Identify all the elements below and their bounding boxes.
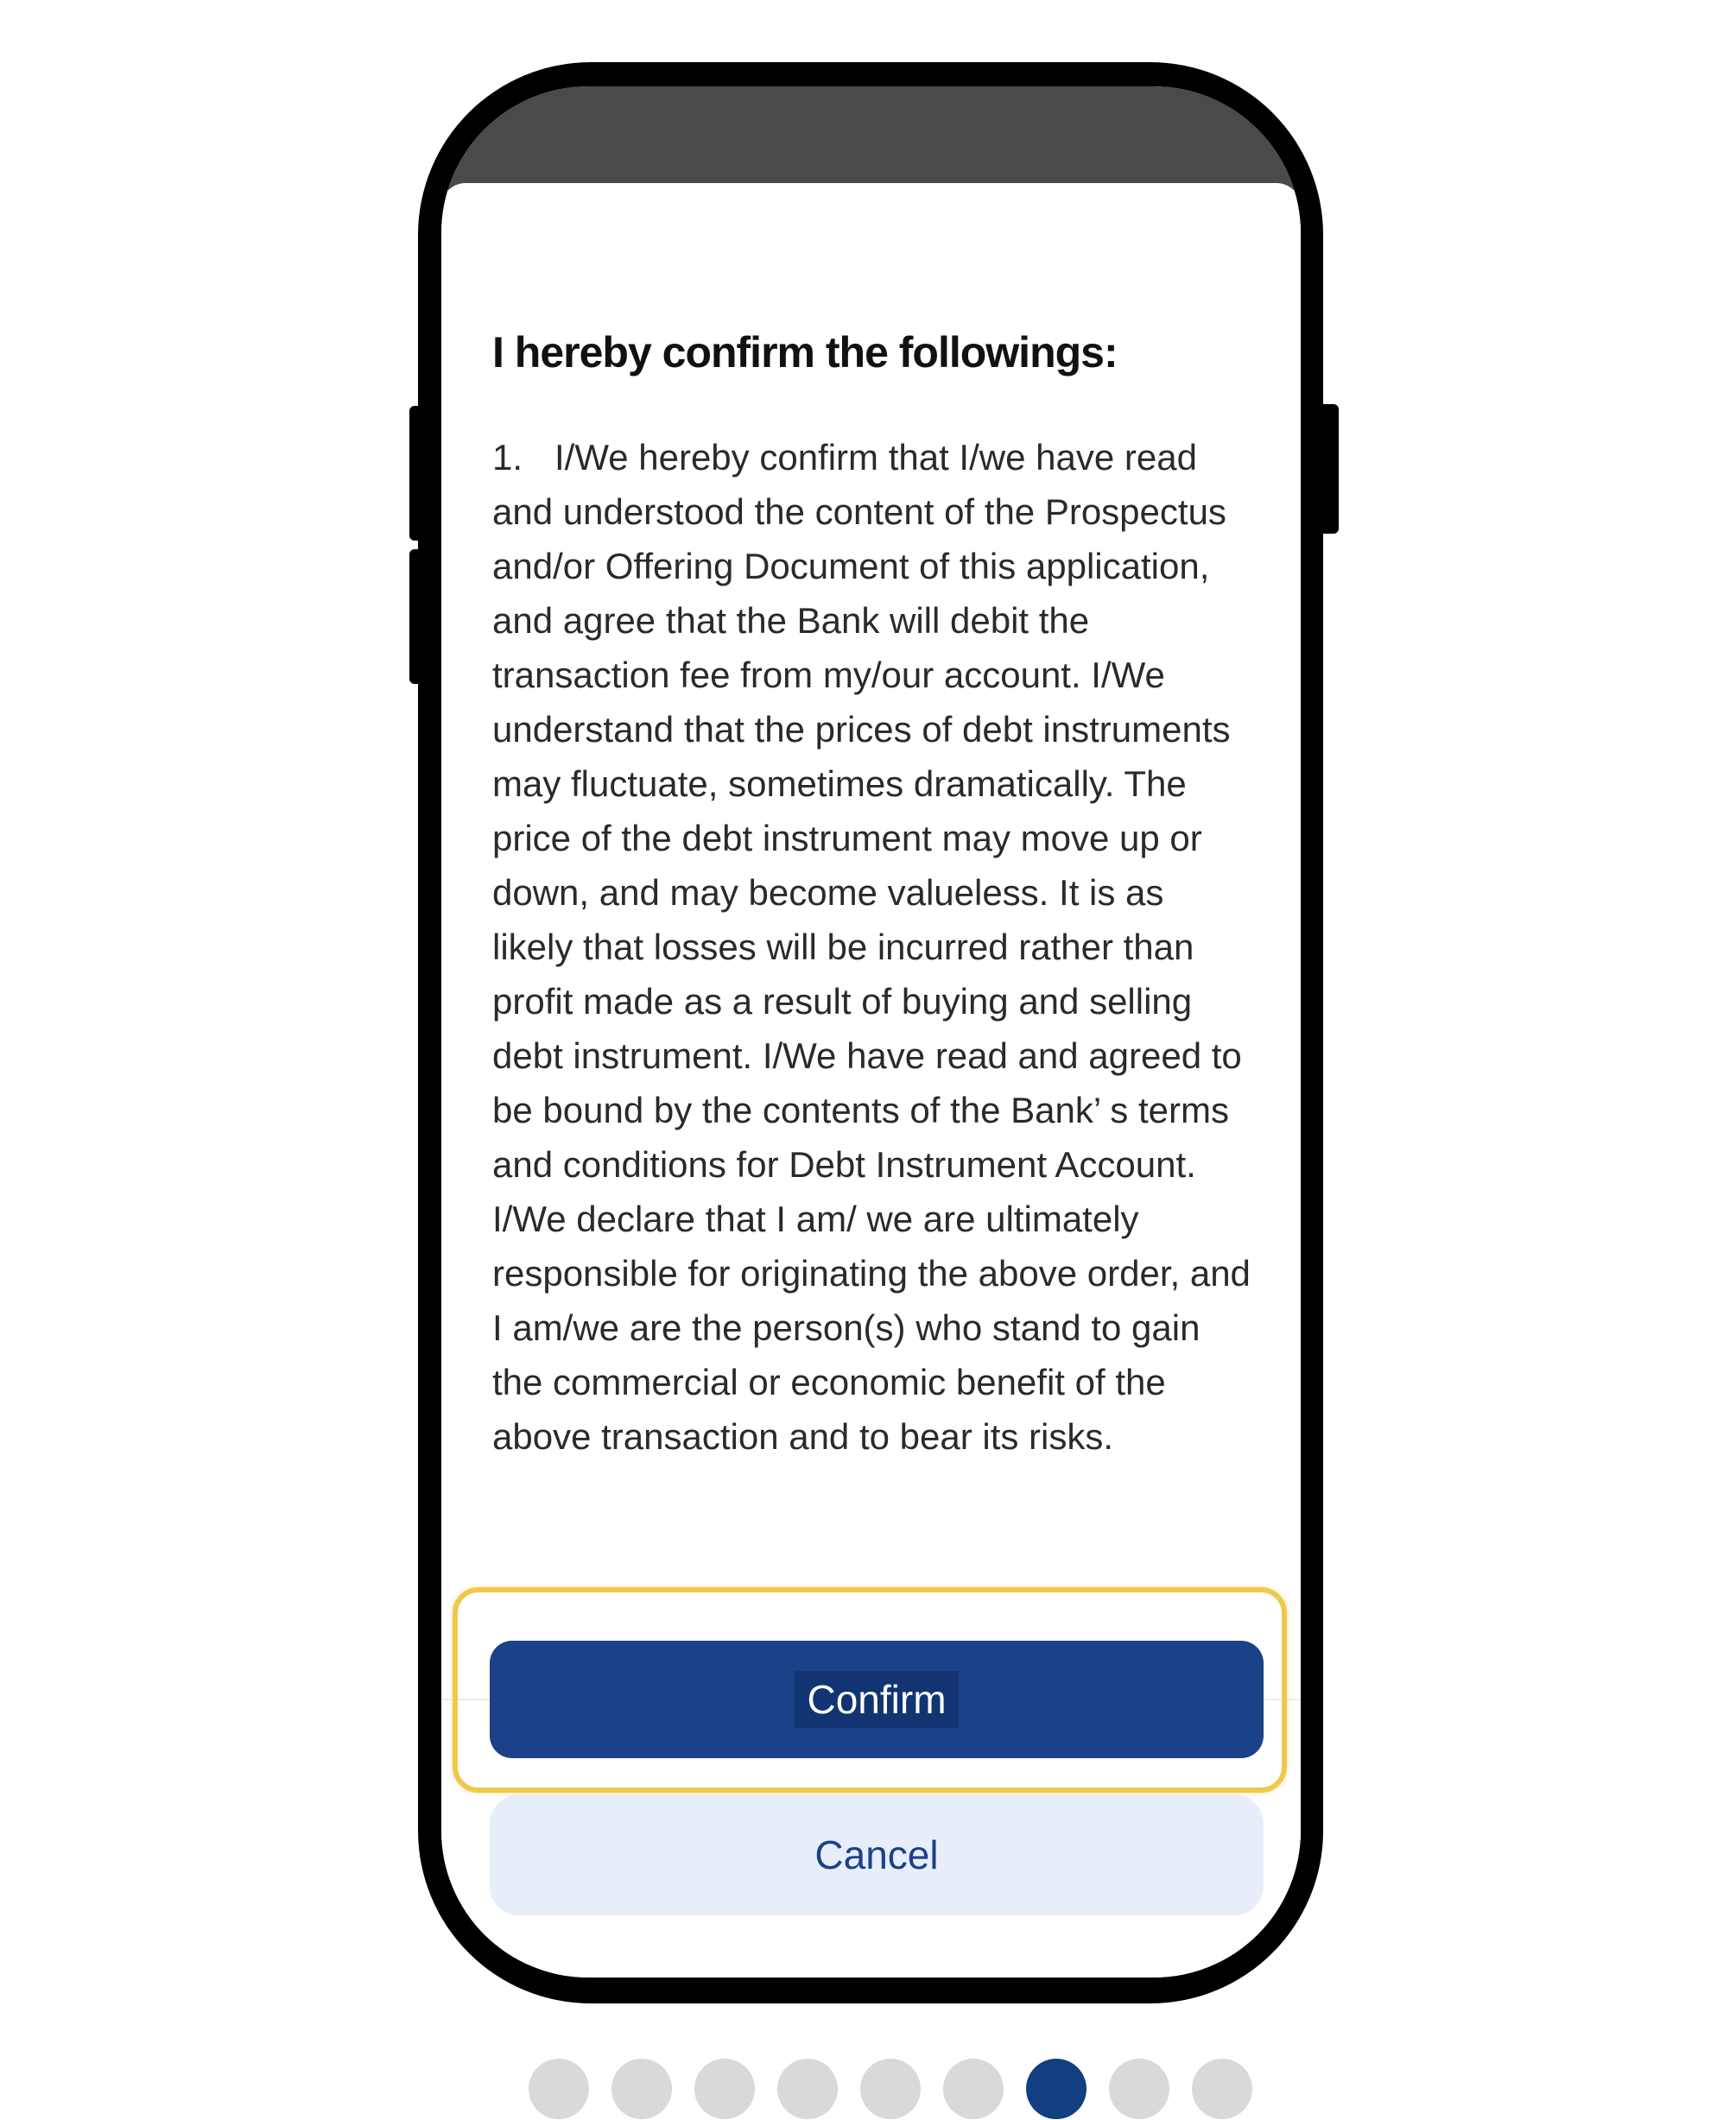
confirm-button-label: Confirm [795,1671,958,1728]
pagination-dot[interactable] [529,2059,589,2119]
pagination-dots [529,2059,1252,2119]
pagination-dot[interactable] [777,2059,838,2119]
clause-text: I/We hereby confirm that I/we have read and understood the content of the Prospectus and/or Offering Document of this application, and agree that the Bank will debit the transaction fee from my/our account. I/We understand that the prices of debt instruments may fluctuate, sometimes dramatically. The price of the debt instrument may move up or down, and may become valueless. It is as likely that losses will be incurred rather than profit made as a result of buying and selling debt instrument. I/We have read and agreed to be bound by the contents of the Bank’ s terms and conditions for Debt Instrument Account. I/We declare that I am/ we are ultimately responsible for originating the above order, and I am/we are the person(s) who stand to gain the commercial or economic benefit of the above transaction and to bear its risks. [492,437,1251,1457]
pagination-dot[interactable] [860,2059,921,2119]
pagination-dot[interactable] [694,2059,755,2119]
phone-screen [441,86,1301,1978]
cancel-button[interactable]: Cancel [490,1794,1264,1915]
pagination-dot-active[interactable] [1026,2059,1087,2119]
pagination-dot[interactable] [611,2059,672,2119]
sheet-title: I hereby confirm the followings: [492,328,1118,377]
declaration-clause [492,430,1252,1464]
pagination-dot[interactable] [1109,2059,1169,2119]
clause-number: 1. [492,437,523,478]
confirm-button[interactable] [490,1641,1264,1758]
sheet-content [492,326,1252,1464]
pagination-dot[interactable] [943,2059,1004,2119]
dimmed-backdrop [441,86,1301,190]
pagination-dot[interactable] [1192,2059,1252,2119]
